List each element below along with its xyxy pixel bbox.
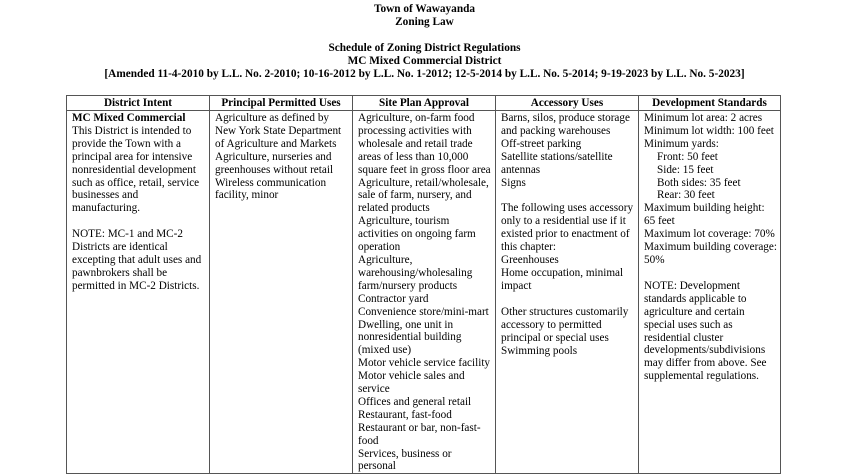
text-line: Minimum lot area: 2 acres — [644, 112, 763, 124]
text-line: processing activities with — [358, 124, 472, 137]
text-line: areas of less than 10,000 — [358, 150, 469, 163]
text-line: 50% — [644, 253, 665, 266]
minimum-yards-list — [644, 151, 777, 203]
text-line: Agriculture, — [358, 253, 413, 266]
text-line: Offices and general retail — [358, 395, 472, 408]
text-line: antennas — [501, 163, 541, 176]
text-line: 65 feet — [644, 215, 675, 228]
text-line: excepting that adult uses and — [72, 254, 202, 267]
text-line: (mixed use) — [358, 344, 412, 357]
text-line: Agriculture as defined by — [215, 112, 330, 124]
text-line: may differ from above. See — [644, 357, 767, 370]
text-line: Minimum lot width: 100 feet — [644, 124, 774, 137]
text-line: Maximum building coverage: — [644, 241, 777, 254]
text-line: residential cluster — [644, 331, 724, 344]
district-title: MC Mixed Commercial District — [347, 55, 502, 67]
text-line: such as office, retail, service — [72, 176, 200, 189]
text-line: activities on ongoing farm — [358, 228, 476, 241]
text-line: of Agriculture and Markets — [215, 137, 337, 150]
text-line: wholesale and retail trade — [358, 137, 473, 150]
text-line: Maximum building height: — [644, 202, 765, 215]
column-header-development-standards: Development Standards — [639, 96, 781, 111]
accessory-other-structures — [501, 306, 635, 358]
text-line: The following uses accessory — [501, 202, 634, 215]
text-line: operation — [358, 241, 401, 254]
text-line: New York State Department — [215, 124, 342, 137]
text-line: existed prior to enactment of — [501, 228, 630, 241]
text-line: pawnbrokers shall be — [72, 266, 168, 279]
cell-accessory-uses — [496, 111, 639, 474]
district-intent-text — [72, 125, 206, 215]
column-header-principal-permitted-uses: Principal Permitted Uses — [210, 96, 353, 111]
text-line: sale of farm, nursery, and — [358, 189, 472, 202]
text-line: special uses such as — [644, 318, 733, 331]
text-line: Signs — [501, 176, 526, 189]
text-line: NOTE: MC-1 and MC-2 — [72, 228, 183, 241]
text-line: Other structures customarily — [501, 305, 629, 318]
text-line: Agriculture, tourism — [358, 215, 450, 228]
text-line: related products — [358, 202, 430, 215]
text-line: Swimming pools — [501, 344, 578, 357]
text-line: businesses and — [72, 189, 139, 202]
cell-site-plan-approval — [353, 111, 496, 474]
column-header-accessory-uses: Accessory Uses — [496, 96, 639, 111]
text-line: Agriculture, on-farm food — [358, 112, 475, 124]
text-line: Off-street parking — [501, 137, 582, 150]
text-line: square feet in gross floor area — [358, 163, 491, 176]
text-line: principal or special uses — [501, 331, 609, 344]
principal-uses-list — [215, 112, 349, 202]
text-line: Maximum lot coverage: 70% — [644, 228, 775, 241]
text-line: accessory to permitted — [501, 318, 602, 331]
site-plan-uses-list — [358, 112, 492, 473]
text-line: greenhouses without retail — [215, 163, 334, 176]
text-line: Minimum yards: — [644, 137, 719, 150]
text-line: nonresidential building — [358, 331, 462, 344]
development-standards-note — [644, 280, 777, 383]
text-line: permitted in MC-2 Districts. — [72, 279, 200, 292]
text-line: this chapter: — [501, 241, 556, 254]
text-line: Motor vehicle service facility — [358, 357, 491, 370]
cell-principal-permitted-uses — [210, 111, 353, 474]
text-line: Motor vehicle sales and — [358, 370, 465, 383]
text-line: Wireless communication — [215, 176, 327, 189]
text-line: and packing warehouses — [501, 124, 611, 137]
text-line: Barns, silos, produce storage — [501, 112, 630, 124]
text-line: only to a residential use if it — [501, 215, 626, 228]
text-line: Greenhouses — [501, 254, 559, 267]
lot-standards — [644, 112, 777, 151]
text-line: Districts are identical — [72, 241, 168, 254]
accessory-residential-uses — [501, 202, 635, 292]
text-line: Agriculture, nurseries and — [215, 150, 332, 163]
column-header-district-intent: District Intent — [67, 96, 210, 111]
text-line: manufacturing. — [72, 202, 141, 215]
accessory-uses-list — [501, 112, 635, 189]
schedule-title: Schedule of Zoning District Regulations — [328, 42, 521, 54]
text-line: personal — [358, 460, 396, 473]
text-line: Restaurant or bar, non-fast- — [358, 421, 481, 434]
text-line: standards applicable to — [644, 292, 747, 305]
text-line: agriculture and certain — [644, 305, 745, 318]
town-title: Town of Wawayanda — [373, 3, 476, 15]
cell-development-standards — [639, 111, 781, 474]
text-line: Agriculture, retail/wholesale, — [358, 176, 489, 189]
text-line: Front: 50 feet — [657, 150, 718, 163]
text-line: Both sides: 35 feet — [657, 176, 741, 189]
text-line: This District is intended to — [72, 124, 192, 137]
text-line: service — [358, 383, 390, 396]
table-header-row — [67, 96, 781, 111]
text-line: supplemental regulations. — [644, 370, 759, 383]
text-line: Contractor yard — [358, 292, 429, 305]
text-line: nonresidential development — [72, 163, 196, 176]
text-line: Home occupation, minimal — [501, 266, 624, 279]
column-header-site-plan-approval: Site Plan Approval — [353, 96, 496, 111]
text-line: Satellite stations/satellite — [501, 150, 613, 163]
text-line: NOTE: Development — [644, 279, 741, 292]
text-line: Side: 15 feet — [657, 163, 714, 176]
district-intent-title: MC Mixed Commercial — [72, 112, 186, 124]
text-line: Dwelling, one unit in — [358, 318, 454, 331]
text-line: Convenience store/mini-mart — [358, 305, 489, 318]
cell-district-intent — [67, 111, 210, 474]
text-line: Restaurant, fast-food — [358, 408, 452, 421]
zoning-schedule-table — [66, 95, 781, 474]
text-line: Services, business or — [358, 447, 452, 460]
text-line: warehousing/wholesaling — [358, 266, 473, 279]
table-row — [67, 111, 781, 474]
district-intent-note — [72, 228, 206, 293]
amendment-note: [Amended 11-4-2010 by L.L. No. 2-2010; 10-16-2012 by L.L. No. 1-2012; 12-5-2014 by L.L. No. 5-2014; 9-19-2023 by L.L. No. 5-2023] — [104, 68, 745, 80]
text-line: developments/subdivisions — [644, 344, 766, 357]
text-line: farm/nursery products — [358, 279, 458, 292]
text-line: principal area for intensive — [72, 150, 193, 163]
text-line: Rear: 30 feet — [657, 189, 715, 202]
text-line: impact — [501, 279, 532, 292]
text-line: facility, minor — [215, 189, 279, 202]
law-title: Zoning Law — [395, 16, 454, 28]
text-line: provide the Town with a — [72, 137, 182, 150]
building-standards — [644, 202, 777, 267]
text-line: food — [358, 434, 379, 447]
